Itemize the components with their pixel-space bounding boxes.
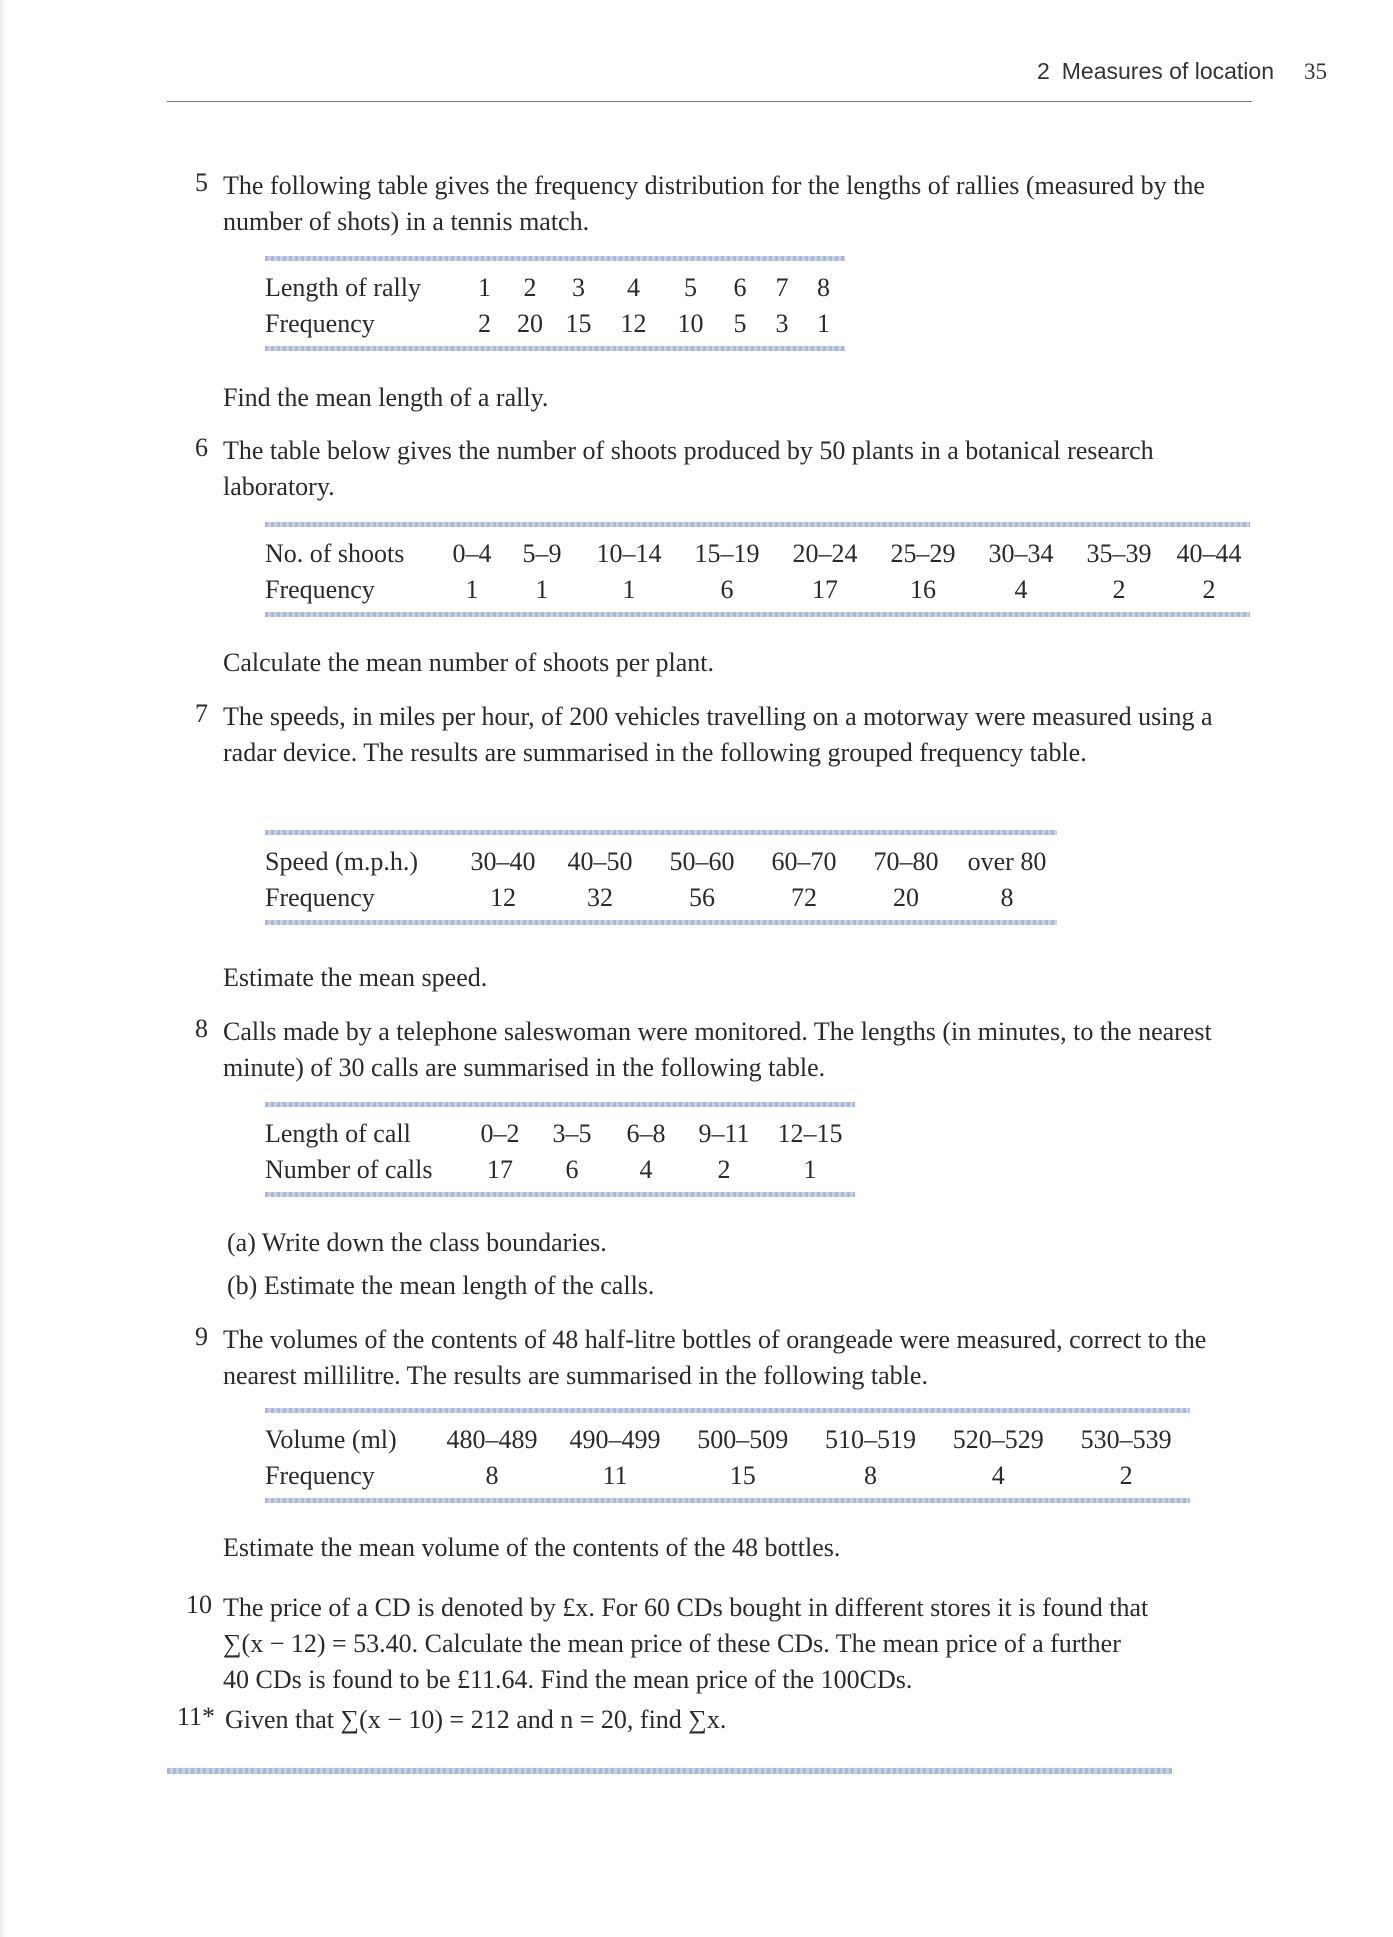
table-cell: 56: [689, 883, 715, 912]
question-number: 11*: [176, 1702, 215, 1731]
question-prompt: Calculate the mean number of shoots per plant.: [223, 648, 714, 677]
table-cell: 8: [864, 1461, 878, 1490]
table-row: [265, 880, 1057, 916]
table-cell: 5–9: [522, 539, 562, 568]
table-cell: 0–4: [452, 539, 492, 568]
table-cell: 1: [817, 309, 830, 338]
frequency-table: [265, 256, 845, 351]
table-cell: 4: [1014, 575, 1028, 604]
chapter-title: Measures of location: [1061, 58, 1274, 84]
table-cell: 6–8: [626, 1119, 666, 1148]
table-cell: 17: [812, 575, 838, 604]
table-cell: 0–2: [480, 1119, 520, 1148]
frequency-table: [265, 1408, 1190, 1503]
table-row: [265, 1116, 855, 1152]
table-cell: 72: [791, 883, 817, 912]
table-cell: 16: [910, 575, 936, 604]
table-cell: 11: [602, 1461, 628, 1490]
table-cell: Frequency: [265, 1461, 375, 1490]
table-cell: 2: [1119, 1461, 1133, 1490]
table-cell: 3: [572, 273, 585, 302]
question-text: Calls made by a telephone saleswoman were monitored. The lengths (in minutes, to the nearest minute) of 30 calls are summarised in the following table.: [223, 1017, 1212, 1082]
question-prompt: Find the mean length of a rally.: [223, 383, 549, 412]
table-cell: 17: [487, 1155, 513, 1184]
question-prompt: Estimate the mean volume of the contents of the 48 bottles.: [223, 1533, 841, 1562]
table-cell: 2: [478, 309, 491, 338]
table-cell: 5: [684, 273, 697, 302]
question-part-a: (a) Write down the class boundaries.: [227, 1228, 607, 1257]
table-row: [265, 1152, 855, 1188]
table-row: [265, 270, 845, 306]
table-cell: 15: [565, 309, 592, 338]
table-body: [265, 536, 1250, 608]
header-rule: [167, 101, 1252, 102]
question-number: 7: [195, 699, 208, 728]
table-cell: 500–509: [697, 1425, 789, 1454]
table-cell: 30–34: [988, 539, 1054, 568]
table-row: [265, 1458, 1190, 1494]
table-body: [265, 844, 1057, 916]
table-cell: 2: [523, 273, 537, 302]
table-cell: Frequency: [265, 883, 375, 912]
question-text: The speeds, in miles per hour, of 200 vehicles travelling on a motorway were measured using a radar device. The results are summarised in the following grouped frequency table.: [223, 702, 1213, 767]
table-cell: 12: [620, 309, 647, 338]
table-rule: [265, 1498, 1190, 1503]
table-cell: 70–80: [873, 847, 939, 876]
page-edge-shadow: [0, 0, 6, 1937]
question-line: ∑(x − 12) = 53.40. Calculate the mean price of these CDs. The mean price of a further: [223, 1629, 1121, 1658]
table-cell: 20: [517, 309, 543, 338]
table-cell: 3–5: [552, 1119, 592, 1148]
table-cell: Number of calls: [265, 1155, 433, 1184]
table-cell: 40–44: [1176, 539, 1242, 568]
table-cell: Speed (m.p.h.): [265, 847, 419, 876]
table-cell: 2: [1202, 575, 1216, 604]
table-rule: [265, 1102, 855, 1107]
question-text: The volumes of the contents of 48 half-litre bottles of orangeade were measured, correct to the nearest millilitre. The results are summarised in the following table.: [223, 1325, 1207, 1390]
table-cell: 8: [1000, 883, 1014, 912]
question-text: [223, 1590, 1283, 1698]
table-cell: 10: [677, 309, 704, 338]
table-cell: 12: [490, 883, 516, 912]
table-cell: No. of shoots: [265, 539, 405, 568]
table-cell: 50–60: [669, 847, 735, 876]
table-cell: 7: [775, 273, 789, 302]
table-cell: 40–50: [567, 847, 633, 876]
table-cell: 2: [1112, 575, 1126, 604]
table-rule: [265, 830, 1057, 835]
running-header: [167, 58, 1327, 85]
table-rule: [265, 256, 845, 261]
table-cell: 480–489: [446, 1425, 538, 1454]
table-rule: [265, 1192, 855, 1197]
question-line: The price of a CD is denoted by £x. For 60 CDs bought in different stores it is found that: [223, 1593, 1149, 1622]
section-end-rule: [167, 1768, 1172, 1774]
table-cell: 12–15: [777, 1119, 843, 1148]
table-row: [265, 844, 1057, 880]
table-cell: 25–29: [890, 539, 956, 568]
table-rule: [265, 522, 1250, 527]
page-number: 35: [1304, 59, 1327, 84]
table-row: [265, 536, 1250, 572]
table-cell: 6: [565, 1155, 579, 1184]
table-cell: 5: [733, 309, 747, 338]
table-cell: 1: [465, 575, 479, 604]
table-cell: 4: [627, 273, 640, 302]
table-cell: 32: [587, 883, 613, 912]
table-cell: 1: [478, 273, 491, 302]
table-cell: over 80: [967, 847, 1047, 876]
table-row: [265, 572, 1250, 608]
table-cell: 20–24: [792, 539, 858, 568]
table-cell: 530–539: [1080, 1425, 1172, 1454]
table-cell: Volume (ml): [265, 1425, 397, 1454]
table-cell: 6: [720, 575, 734, 604]
table-rule: [265, 1408, 1190, 1413]
table-cell: 1: [622, 575, 636, 604]
chapter-number: 2: [1036, 58, 1050, 84]
question-text: The following table gives the frequency distribution for the lengths of rallies (measured by the number of shots) in a tennis match.: [223, 171, 1205, 236]
table-row: [265, 306, 845, 342]
table-cell: 6: [733, 273, 747, 302]
question-number: 10: [186, 1590, 212, 1619]
question-number: 9: [195, 1322, 208, 1351]
frequency-table: [265, 522, 1250, 617]
table-body: [265, 270, 845, 342]
table-cell: 15: [729, 1461, 756, 1490]
question-number: 5: [195, 168, 208, 197]
question-part-b: (b) Estimate the mean length of the calls.: [227, 1271, 655, 1300]
table-cell: 4: [991, 1461, 1005, 1490]
question-prompt: Estimate the mean speed.: [223, 963, 488, 992]
table-cell: 4: [639, 1155, 653, 1184]
table-row: [265, 1422, 1190, 1458]
question-text: The table below gives the number of shoots produced by 50 plants in a botanical research laboratory.: [223, 436, 1154, 501]
table-cell: 10–14: [596, 539, 662, 568]
table-cell: 20: [893, 883, 919, 912]
table-rule: [265, 346, 845, 351]
table-cell: 2: [717, 1155, 731, 1184]
question-text: Given that ∑(x − 10) = 212 and n = 20, find ∑x.: [225, 1705, 727, 1734]
table-rule: [265, 612, 1250, 617]
table-cell: 1: [535, 575, 549, 604]
table-cell: 490–499: [569, 1425, 661, 1454]
table-body: [265, 1422, 1190, 1494]
table-cell: 1: [803, 1155, 817, 1184]
table-cell: 510–519: [825, 1425, 917, 1454]
frequency-table: [265, 1102, 855, 1197]
table-cell: 8: [485, 1461, 499, 1490]
table-cell: Frequency: [265, 575, 375, 604]
table-cell: Length of call: [265, 1119, 411, 1148]
table-body: [265, 1116, 855, 1188]
table-cell: 30–40: [470, 847, 536, 876]
table-cell: 8: [817, 273, 830, 302]
table-cell: 35–39: [1086, 539, 1152, 568]
table-cell: Length of rally: [265, 273, 421, 302]
frequency-table: [265, 830, 1057, 925]
table-cell: 15–19: [694, 539, 760, 568]
table-cell: Frequency: [265, 309, 375, 338]
question-number: 8: [195, 1014, 208, 1043]
table-cell: 9–11: [698, 1119, 750, 1148]
table-cell: 60–70: [771, 847, 837, 876]
table-cell: 3: [775, 309, 789, 338]
table-rule: [265, 920, 1057, 925]
question-number: 6: [195, 433, 208, 462]
question-line: 40 CDs is found to be £11.64. Find the mean price of the 100CDs.: [223, 1665, 913, 1694]
table-cell: 520–529: [952, 1425, 1044, 1454]
